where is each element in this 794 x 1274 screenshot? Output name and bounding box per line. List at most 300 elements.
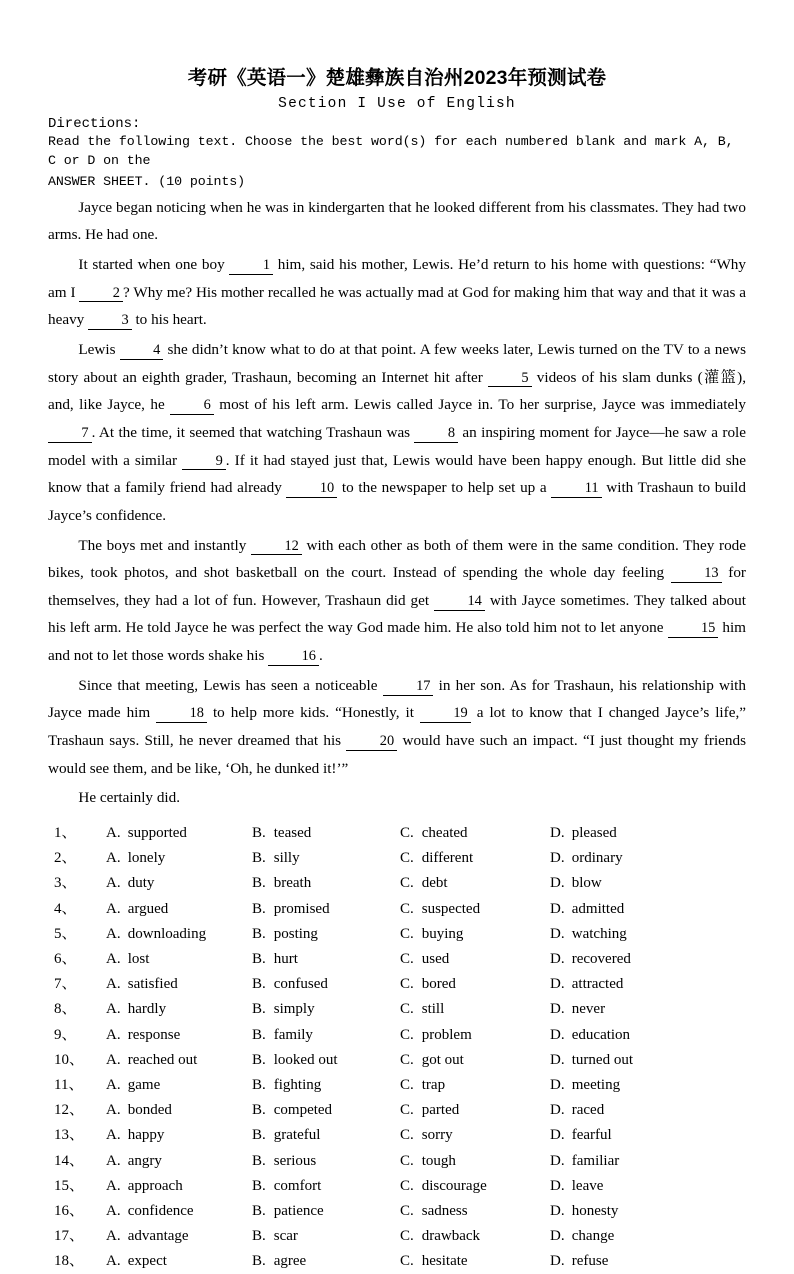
question-row [48,1174,746,1199]
option-letter-d: D. [550,1026,565,1043]
passage-text: a lot to know that I changed Jayce’s life,” Trashaun says. Still, he never dreamed that his [48,704,746,750]
passage-text: with Trashaun to build Jayce’s confidence. [48,479,746,524]
question-row [48,1048,746,1073]
question-row [48,1224,746,1249]
option-text: hardly [127,1001,167,1018]
option-letter-b: B. [252,1228,266,1245]
option-letter-b: B. [252,976,266,993]
option-text: suspected [421,900,481,917]
option-letter-b: B. [252,850,266,867]
option-A[interactable] [106,1073,252,1098]
option-text: attracted [571,976,624,993]
question-options-list [48,821,746,1274]
passage-text: in her son. As for Trashaun, his relationship with Jayce made him [48,676,746,722]
option-D[interactable] [550,1199,746,1224]
option-C[interactable] [400,1123,550,1148]
question-number: 12、 [54,1102,85,1119]
question-row [48,846,746,871]
option-letter-c: C. [400,1253,414,1270]
passage-paragraph-1 [48,194,746,249]
option-letter-c: C. [400,900,414,917]
option-text: cheated [421,825,468,842]
passage-paragraph-5 [48,672,746,783]
blank-5[interactable]: 5 [488,371,532,388]
passage-text: The boys met and instantly [78,536,252,554]
option-text: patience [273,1202,324,1219]
option-A[interactable] [106,897,252,922]
option-letter-a: A. [106,951,121,967]
option-A[interactable] [106,1249,252,1274]
option-C[interactable] [400,821,550,846]
option-B[interactable] [252,1098,400,1123]
option-text: agree [273,1253,307,1270]
option-A[interactable] [106,821,252,846]
blank-20[interactable]: 20 [346,734,397,751]
option-A[interactable] [106,1224,252,1249]
option-C[interactable] [400,1249,550,1274]
option-letter-a: A. [106,900,121,917]
option-C[interactable] [400,897,550,922]
blank-7[interactable]: 7 [48,426,92,443]
option-text: trap [421,1076,446,1093]
option-letter-b: B. [252,951,266,967]
option-D[interactable] [550,1123,746,1148]
option-letter-d: D. [550,925,565,942]
option-A[interactable] [106,1123,252,1148]
option-letter-c: C. [400,1102,414,1119]
blank-13[interactable]: 13 [671,566,722,583]
option-letter-a: A. [106,1253,121,1270]
question-number: 5、 [54,925,77,942]
option-text: approach [127,1177,183,1194]
option-text: discourage [421,1177,487,1194]
option-B[interactable] [252,1199,400,1224]
option-text: ordinary [571,850,623,867]
option-letter-a: A. [106,1152,121,1169]
option-letter-c: C. [400,875,414,892]
option-letter-d: D. [550,1152,565,1169]
question-number: 4、 [54,900,77,917]
blank-10[interactable]: 10 [286,481,337,498]
option-D[interactable] [550,846,746,871]
passage-text: Since that meeting, Lewis has seen a noticeable [78,676,383,694]
option-text: admitted [571,900,625,917]
option-B[interactable] [252,1174,400,1199]
option-letter-b: B. [252,1001,266,1018]
option-letter-c: C. [400,1001,414,1018]
option-letter-c: C. [400,1228,414,1245]
option-text: competed [273,1102,333,1119]
passage-text: to his heart. [131,311,207,329]
passage-text: an inspiring moment for Jayce—he saw a role model with a similar [48,423,747,469]
question-number: 10、 [54,1051,85,1068]
directions-line-1: Read the following text. Choose the best word(s) for each numbered blank and mark A, B, C or D on the [48,134,734,168]
option-letter-b: B. [252,1102,266,1119]
question-number: 3、 [54,875,77,892]
option-A[interactable] [106,1174,252,1199]
passage-text: for themselves, they had a lot of fun. However, Trashaun did get [48,564,746,609]
question-number: 6、 [54,951,77,967]
question-row [48,821,746,846]
option-letter-d: D. [550,825,565,842]
option-text: recovered [571,951,631,967]
option-text: comfort [273,1177,322,1194]
option-letter-b: B. [252,1026,266,1043]
question-number: 7、 [54,976,77,993]
option-letter-d: D. [550,1102,565,1119]
option-letter-b: B. [252,900,266,917]
question-row [48,1149,746,1174]
option-text: game [127,1076,161,1093]
option-B[interactable] [252,1123,400,1148]
passage-text: Jayce began noticing when he was in kindergarten that he looked different from his classmates. They had two arms. He had one. [48,198,746,244]
option-text: hurt [273,951,298,967]
option-letter-d: D. [550,1127,565,1144]
section-heading: Section I Use of English [278,96,516,112]
option-letter-a: A. [106,925,121,942]
option-B[interactable] [252,1073,400,1098]
question-number: 11、 [54,1076,84,1093]
option-letter-c: C. [400,1026,414,1043]
option-letter-a: A. [106,1202,121,1219]
option-B[interactable] [252,821,400,846]
blank-11[interactable]: 11 [551,481,601,498]
option-B[interactable] [252,1249,400,1274]
blank-18[interactable]: 18 [156,706,207,723]
option-text: happy [127,1127,165,1144]
option-A[interactable] [106,947,252,972]
passage-text: would have such an impact. “I just thought my friends would see them, and be like, ‘Oh, he dunked it!’” [48,732,746,777]
option-D[interactable] [550,972,746,997]
option-text: hesitate [421,1253,468,1270]
passage-text: It started when one boy [78,255,230,273]
blank-3[interactable]: 3 [88,313,132,330]
option-letter-b: B. [252,1127,266,1144]
blank-14[interactable]: 14 [434,594,485,611]
option-text: confidence [127,1202,194,1219]
option-letter-b: B. [252,1076,266,1093]
question-number: 1、 [54,825,77,842]
option-C[interactable] [400,947,550,972]
question-number: 15、 [54,1177,85,1194]
option-C[interactable] [400,1048,550,1073]
option-B[interactable] [252,997,400,1022]
directions-label: Directions: [48,116,141,132]
blank-1[interactable]: 1 [229,258,273,275]
option-letter-d: D. [550,1177,565,1194]
option-C[interactable] [400,922,550,947]
option-letter-d: D. [550,1076,565,1093]
option-letter-b: B. [252,825,266,842]
passage-text: him, said his mother, Lewis. He’d return to his home with questions: “Why am I [48,255,746,301]
option-text: refuse [571,1253,609,1270]
option-letter-b: B. [252,875,266,892]
option-text: confused [273,976,328,993]
option-text: fighting [273,1076,322,1093]
blank-9[interactable]: 9 [182,454,226,471]
option-D[interactable] [550,1098,746,1123]
option-text: honesty [571,1202,619,1219]
option-text: leave [571,1177,604,1194]
option-text: drawback [421,1228,481,1245]
option-A[interactable] [106,846,252,871]
question-row [48,1073,746,1098]
option-letter-d: D. [550,1253,565,1270]
option-letter-b: B. [252,1177,266,1194]
option-D[interactable] [550,871,746,896]
question-row [48,897,746,922]
option-letter-c: C. [400,1177,414,1194]
passage-text: . At the time, it seemed that watching Trashaun was [91,423,415,441]
question-number: 13、 [54,1127,85,1144]
option-text: sorry [421,1127,453,1144]
option-text: change [571,1228,615,1245]
option-text: bonded [127,1102,172,1119]
option-text: bored [421,976,456,993]
option-text: teased [273,825,312,842]
option-text: blow [571,875,602,892]
option-A[interactable] [106,997,252,1022]
option-letter-c: C. [400,1051,414,1068]
option-text: got out [421,1051,464,1068]
option-text: watching [571,925,627,942]
option-letter-b: B. [252,1152,266,1169]
question-number: 17、 [54,1228,85,1245]
option-text: sadness [421,1202,468,1219]
question-row [48,1199,746,1224]
option-letter-c: C. [400,1076,414,1093]
blank-19[interactable]: 19 [420,706,471,723]
option-letter-c: C. [400,1127,414,1144]
option-letter-b: B. [252,1253,266,1270]
option-letter-a: A. [106,1076,121,1093]
option-text: scar [273,1228,298,1245]
question-row [48,997,746,1022]
option-letter-d: D. [550,951,565,967]
question-number: 18、 [54,1253,85,1270]
directions-line-2: ANSWER SHEET. (10 points) [48,173,245,189]
option-D[interactable] [550,1073,746,1098]
option-D[interactable] [550,1174,746,1199]
option-text: meeting [571,1076,621,1093]
option-letter-a: A. [106,1177,121,1194]
option-B[interactable] [252,1023,400,1048]
option-A[interactable] [106,1048,252,1073]
question-row [48,947,746,972]
option-text: raced [571,1102,605,1119]
option-letter-a: A. [106,976,121,993]
blank-15[interactable]: 15 [668,621,719,638]
passage-paragraph-6 [48,784,746,812]
option-text: simply [273,1001,315,1018]
option-A[interactable] [106,871,252,896]
question-row [48,1123,746,1148]
option-A[interactable] [106,1023,252,1048]
blank-8[interactable]: 8 [414,426,458,443]
option-letter-c: C. [400,850,414,867]
option-letter-a: A. [106,1051,121,1068]
question-row [48,1249,746,1274]
option-letter-c: C. [400,951,414,967]
option-letter-a: A. [106,1026,121,1043]
option-text: used [421,951,450,967]
option-letter-c: C. [400,925,414,942]
option-B[interactable] [252,922,400,947]
option-D[interactable] [550,947,746,972]
option-D[interactable] [550,1023,746,1048]
blank-17[interactable]: 17 [383,679,434,696]
blank-16[interactable]: 16 [268,649,319,666]
option-text: promised [273,900,330,917]
option-C[interactable] [400,1023,550,1048]
option-text: duty [127,875,155,892]
page-title: 考研《英语一》楚雄彝族自治州2023年预测试卷 [187,67,607,89]
option-D[interactable] [550,922,746,947]
option-A[interactable] [106,1149,252,1174]
option-letter-b: B. [252,1051,266,1068]
question-row [48,972,746,997]
passage-paragraph-3 [48,336,746,530]
option-text: reached out [127,1051,198,1068]
option-text: downloading [127,925,207,942]
option-text: silly [273,850,300,867]
option-C[interactable] [400,997,550,1022]
option-D[interactable] [550,1249,746,1274]
option-A[interactable] [106,1098,252,1123]
passage-text: she didn’t know what to do at that point. A few weeks later, Lewis turned on the TV to a news story about an eighth grader, Trashaun, becoming an Internet hit after [48,340,746,386]
option-letter-d: D. [550,1051,565,1068]
option-B[interactable] [252,846,400,871]
option-letter-a: A. [106,825,121,842]
passage-text: with each other as both of them were in the same condition. They rode bikes, took photos, and shot basketball on the court. Instead of spending the whole day feeling [48,536,746,582]
option-text: education [571,1026,631,1043]
option-letter-c: C. [400,1202,414,1219]
passage-paragraph-2 [48,251,746,334]
option-text: pleased [571,825,617,842]
option-letter-d: D. [550,1202,565,1219]
option-text: different [421,850,474,867]
option-letter-d: D. [550,875,565,892]
passage-text: . [318,647,323,665]
option-letter-c: C. [400,825,414,842]
option-C[interactable] [400,1224,550,1249]
option-text: fearful [571,1127,612,1144]
option-text: never [571,1001,606,1018]
blank-6[interactable]: 6 [170,398,214,415]
option-text: grateful [273,1127,321,1144]
question-row [48,1098,746,1123]
option-B[interactable] [252,1224,400,1249]
passage-text: to help more kids. “Honestly, it [206,704,420,722]
option-text: still [421,1001,445,1018]
option-text: buying [421,925,464,942]
option-C[interactable] [400,1073,550,1098]
passage-text: him and not to let those words shake his [48,619,746,665]
option-text: lost [127,951,150,967]
option-text: tough [421,1152,456,1169]
option-text: satisfied [127,976,178,993]
question-number: 8、 [54,1001,77,1018]
option-letter-d: D. [550,976,565,993]
option-text: debt [421,875,448,892]
option-C[interactable] [400,846,550,871]
option-C[interactable] [400,972,550,997]
passage-paragraph-4 [48,532,746,670]
option-letter-c: C. [400,1152,414,1169]
passage-text: with Jayce sometimes. They talked about his left arm. He told Jayce he was perfect the way God made him. He also told him not to let anyone [48,591,746,637]
option-D[interactable] [550,997,746,1022]
option-letter-a: A. [106,1102,121,1119]
passage-text: Lewis [78,340,120,358]
blank-2[interactable]: 2 [79,286,123,303]
passage-text: to the newspaper to help set up a [337,479,552,497]
question-number: 16、 [54,1202,85,1219]
question-number: 9、 [54,1026,77,1043]
option-B[interactable] [252,871,400,896]
passage-text: most of his left arm. Lewis called Jayce in. To her surprise, Jayce was immediately [213,396,747,414]
option-text: posting [273,925,318,942]
blank-12[interactable]: 12 [251,539,302,556]
option-D[interactable] [550,1149,746,1174]
question-row [48,871,746,896]
option-letter-a: A. [106,1127,121,1144]
option-A[interactable] [106,922,252,947]
option-B[interactable] [252,947,400,972]
question-row [48,922,746,947]
option-B[interactable] [252,1048,400,1073]
option-D[interactable] [550,897,746,922]
option-C[interactable] [400,871,550,896]
option-text: breath [273,875,312,892]
option-letter-a: A. [106,850,121,867]
option-text: lonely [127,850,166,867]
passage-text: He certainly did. [78,789,181,807]
option-letter-d: D. [550,900,565,917]
option-D[interactable] [550,1048,746,1073]
option-letter-c: C. [400,976,414,993]
passage-text: . If it had stayed just that, Lewis would have been happy enough. But little did she know that a family friend had already [48,451,746,497]
option-C[interactable] [400,1149,550,1174]
question-number: 14、 [54,1152,85,1169]
passage-text: videos of his slam dunks (灌篮), and, like Jayce, he [48,368,746,414]
option-text: problem [421,1026,472,1043]
question-number: 2、 [54,850,77,867]
option-text: parted [421,1102,460,1119]
option-letter-d: D. [550,850,565,867]
option-C[interactable] [400,1098,550,1123]
option-B[interactable] [252,897,400,922]
option-text: advantage [127,1228,189,1245]
option-text: serious [273,1152,317,1169]
option-text: looked out [273,1051,338,1068]
option-letter-d: D. [550,1228,565,1245]
option-text: response [127,1026,181,1043]
option-letter-d: D. [550,1001,565,1018]
option-A[interactable] [106,1199,252,1224]
option-D[interactable] [550,1224,746,1249]
option-B[interactable] [252,972,400,997]
option-A[interactable] [106,972,252,997]
option-text: expect [127,1253,167,1270]
option-text: supported [127,825,187,842]
option-text: family [273,1026,313,1043]
option-C[interactable] [400,1199,550,1224]
option-text: familiar [571,1152,620,1169]
option-D[interactable] [550,821,746,846]
blank-4[interactable]: 4 [120,343,164,360]
option-C[interactable] [400,1174,550,1199]
option-B[interactable] [252,1149,400,1174]
